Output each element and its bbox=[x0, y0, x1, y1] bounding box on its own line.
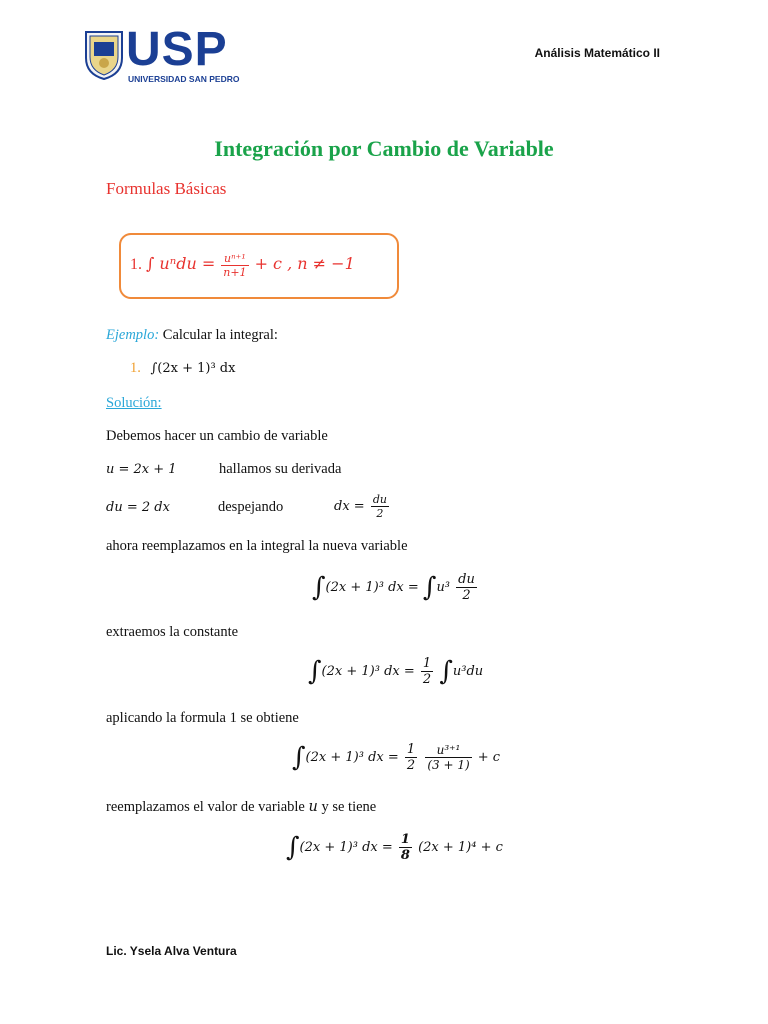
example-item bbox=[130, 360, 235, 377]
solution-label: Solución: bbox=[106, 395, 162, 411]
formula-numerator: uⁿ⁺¹ bbox=[221, 252, 248, 266]
example-text: Calcular la integral: bbox=[162, 327, 278, 343]
formula-denominator: n+1 bbox=[223, 266, 247, 279]
formula-number: 1. bbox=[130, 256, 142, 274]
step2-denominator: 2 bbox=[422, 672, 432, 687]
step4-eq bbox=[286, 832, 503, 863]
step3-eq bbox=[292, 742, 500, 773]
dx-denominator: 2 bbox=[376, 507, 384, 520]
integral-symbol: ∫ bbox=[308, 656, 322, 687]
step3-text: aplicando la formula 1 se obtiene bbox=[106, 710, 299, 726]
page-title: Integración por Cambio de Variable bbox=[214, 136, 554, 161]
substitution-text: hallamos su derivada bbox=[219, 461, 342, 477]
step4-numerator: 1 bbox=[400, 832, 410, 847]
step1-eq bbox=[312, 572, 479, 603]
shield-icon bbox=[84, 28, 124, 80]
section-title: Formulas Básicas bbox=[106, 179, 227, 198]
step2-fraction bbox=[421, 656, 433, 687]
example-line bbox=[106, 327, 278, 344]
step4-fraction bbox=[399, 832, 412, 863]
substitution-eq: u = 2x + 1 bbox=[106, 462, 177, 477]
integral-symbol: ∫ bbox=[422, 572, 437, 603]
step1-rhs: u³ bbox=[436, 580, 451, 595]
step4-text-b: y se tiene bbox=[321, 799, 377, 815]
step4-lhs: (2x + 1)³ dx = bbox=[299, 840, 393, 855]
step3-fraction bbox=[405, 742, 417, 773]
step3-tail: + c bbox=[477, 750, 501, 765]
step3-fraction2 bbox=[425, 743, 471, 772]
step1-lhs: (2x + 1)³ dx = bbox=[325, 580, 419, 595]
integral-symbol: ∫ bbox=[292, 742, 306, 773]
example-item-number: 1. bbox=[130, 360, 141, 376]
author-footer: Lic. Ysela Alva Ventura bbox=[106, 944, 237, 958]
step2-numerator: 1 bbox=[422, 656, 432, 671]
step1-numerator: du bbox=[458, 572, 475, 587]
formula-tail: + c , n ≠ −1 bbox=[254, 254, 355, 274]
example-label: Ejemplo: bbox=[106, 327, 160, 343]
step2-text: extraemos la constante bbox=[106, 624, 239, 640]
logo-subtitle: UNIVERSIDAD SAN PEDRO bbox=[128, 74, 240, 84]
step3-denominator2: (3 + 1) bbox=[427, 758, 470, 772]
example-item-expr: ∫(2x + 1)³ dx bbox=[150, 361, 236, 376]
step1-fraction bbox=[456, 572, 477, 603]
step2-eq bbox=[308, 656, 483, 687]
logo-text: USP bbox=[126, 23, 228, 76]
dx-eq-lhs: dx = bbox=[334, 499, 365, 514]
step3-denominator: 2 bbox=[406, 758, 416, 773]
derivative-eq: du = 2 dx bbox=[106, 500, 170, 515]
formula-integral: ∫ uⁿdu = bbox=[146, 254, 216, 274]
step4-rhs: (2x + 1)⁴ + c bbox=[418, 840, 503, 855]
step1-text: ahora reemplazamos en la integral la nueva variable bbox=[106, 538, 408, 554]
dx-eq bbox=[334, 493, 391, 520]
step1-denominator: 2 bbox=[462, 588, 471, 603]
solution-line1: Debemos hacer un cambio de variable bbox=[106, 428, 328, 444]
step4-text-a: reemplazamos el valor de variable bbox=[106, 799, 305, 815]
step4-denominator: 8 bbox=[400, 848, 410, 863]
step4-text bbox=[106, 799, 376, 816]
course-name: Análisis Matemático II bbox=[534, 46, 660, 60]
formula-1 bbox=[130, 252, 355, 279]
step4-var: u bbox=[308, 799, 318, 815]
derivative-text: despejando bbox=[218, 499, 284, 515]
dx-numerator: du bbox=[372, 493, 387, 506]
integral-symbol: ∫ bbox=[286, 832, 300, 863]
step3-lhs: (2x + 1)³ dx = bbox=[305, 750, 399, 765]
integral-symbol: ∫ bbox=[312, 572, 326, 603]
integral-symbol: ∫ bbox=[439, 656, 453, 687]
step2-lhs: (2x + 1)³ dx = bbox=[321, 664, 415, 679]
step2-rhs: u³du bbox=[452, 664, 484, 679]
university-logo bbox=[84, 23, 244, 86]
step3-numerator: 1 bbox=[406, 742, 416, 757]
dx-fraction bbox=[371, 493, 389, 520]
formula-fraction bbox=[221, 252, 248, 279]
step3-numerator2: u³⁺¹ bbox=[425, 743, 471, 758]
